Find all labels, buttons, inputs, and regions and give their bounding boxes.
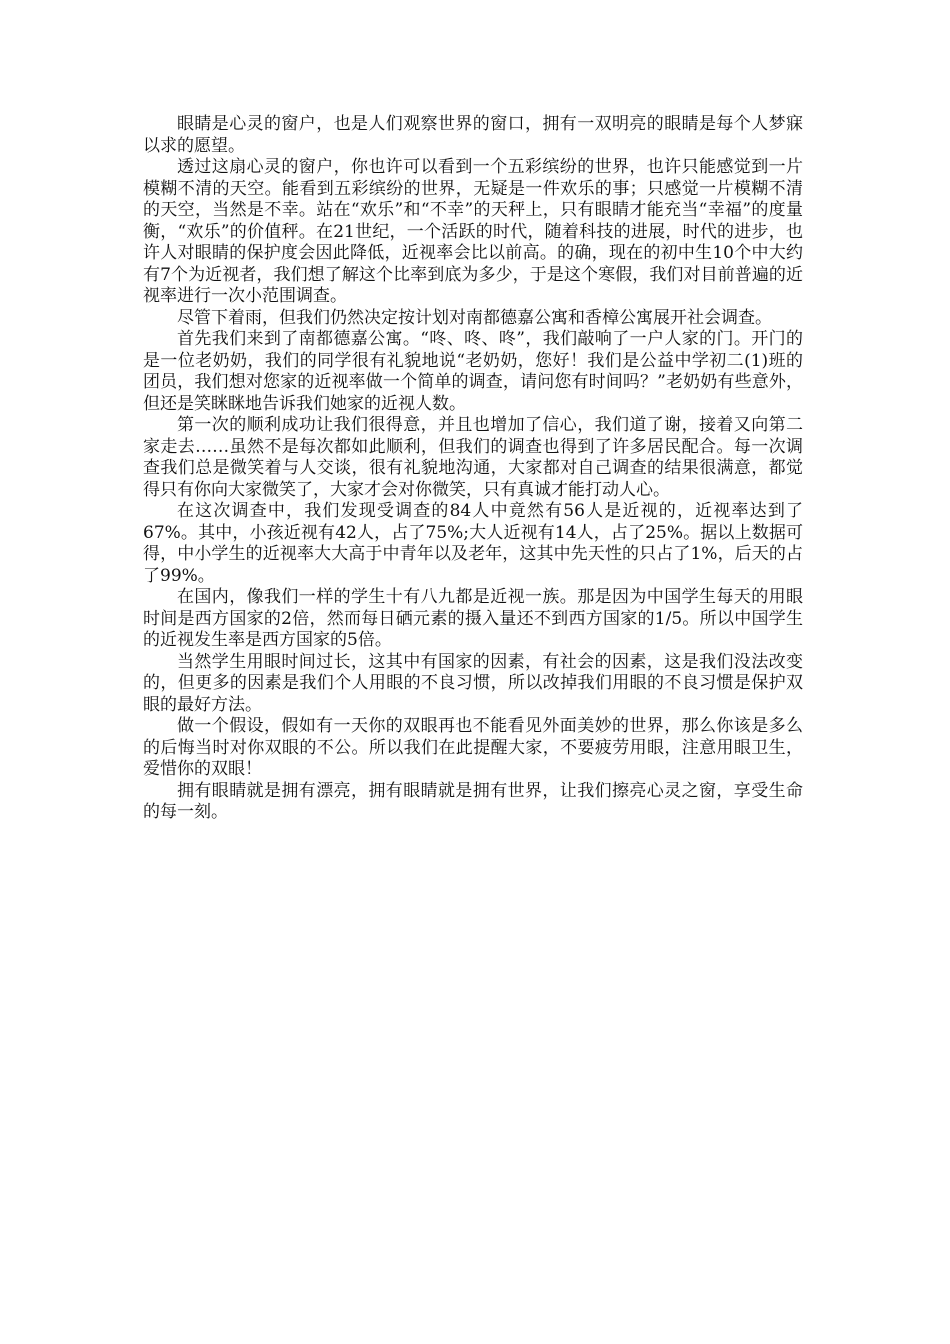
paragraph-7: 在国内，像我们一样的学生十有八九都是近视一族。那是因为中国学生每天的用眼时间是西方国家的2倍，然而每日硒元素的摄入量还不到西方国家的1/5。所以中国学生的近视发生率是西方国家的5倍。 [143, 587, 803, 650]
document-body [143, 114, 803, 824]
paragraph-5: 第一次的顺利成功让我们很得意，并且也增加了信心，我们道了谢，接着又向第二家走去……虽然不是每次都如此顺利，但我们的调查也得到了许多居民配合。每一次调查我们总是微笑着与人交谈，很有礼貌地沟通，大家都对自己调查的结果很满意，都觉得只有你向大家微笑了，大家才会对你微笑，只有真诚才能打动人心。 [143, 415, 803, 500]
paragraph-4: 首先我们来到了南都德嘉公寓。“咚、咚、咚”，我们敲响了一户人家的门。开门的是一位老奶奶，我们的同学很有礼貌地说“老奶奶，您好！我们是公益中学初二(1)班的团员，我们想对您家的近视率做一个简单的调查，请问您有时间吗？”老奶奶有些意外，但还是笑眯眯地告诉我们她家的近视人数。 [143, 329, 803, 414]
paragraph-2: 透过这扇心灵的窗户，你也许可以看到一个五彩缤纷的世界，也许只能感觉到一片模糊不清的天空。能看到五彩缤纷的世界，无疑是一件欢乐的事；只感觉一片模糊不清的天空，当然是不幸。站在“欢乐”和“不幸”的天秤上，只有眼睛才能充当“幸福”的度量衡，“欢乐”的价值秤。在21世纪，一个活跃的时代，随着科技的进展，时代的进步，也许人对眼睛的保护度会因此降低，近视率会比以前高。的确，现在的初中生10个中大约有7个为近视者，我们想了解这个比率到底为多少，于是这个寒假，我们对目前普遍的近视率进行一次小范围调查。 [143, 157, 803, 306]
paragraph-8: 当然学生用眼时间过长，这其中有国家的因素，有社会的因素，这是我们没法改变的，但更多的因素是我们个人用眼的不良习惯，所以改掉我们用眼的不良习惯是保护双眼的最好方法。 [143, 651, 803, 715]
paragraph-1: 眼睛是心灵的窗户，也是人们观察世界的窗口，拥有一双明亮的眼睛是每个人梦寐以求的愿望。 [143, 114, 803, 156]
paragraph-9: 做一个假设，假如有一天你的双眼再也不能看见外面美妙的世界，那么你该是多么的后悔当时对你双眼的不公。所以我们在此提醒大家，不要疲劳用眼，注意用眼卫生，爱惜你的双眼！ [143, 716, 803, 779]
paragraph-10: 拥有眼睛就是拥有漂亮，拥有眼睛就是拥有世界，让我们擦亮心灵之窗，享受生命的每一刻。 [143, 780, 803, 822]
paragraph-6: 在这次调查中，我们发现受调查的84人中竟然有56人是近视的，近视率达到了67%。其中，小孩近视有42人，占了75%;大人近视有14人，占了25%。据以上数据可得，中小学生的近视率大大高于中青年以及老年，这其中先天性的只占了1%，后天的占了99%。 [143, 501, 803, 586]
paragraph-3: 尽管下着雨，但我们仍然决定按计划对南都德嘉公寓和香樟公寓展开社会调查。 [177, 307, 772, 328]
